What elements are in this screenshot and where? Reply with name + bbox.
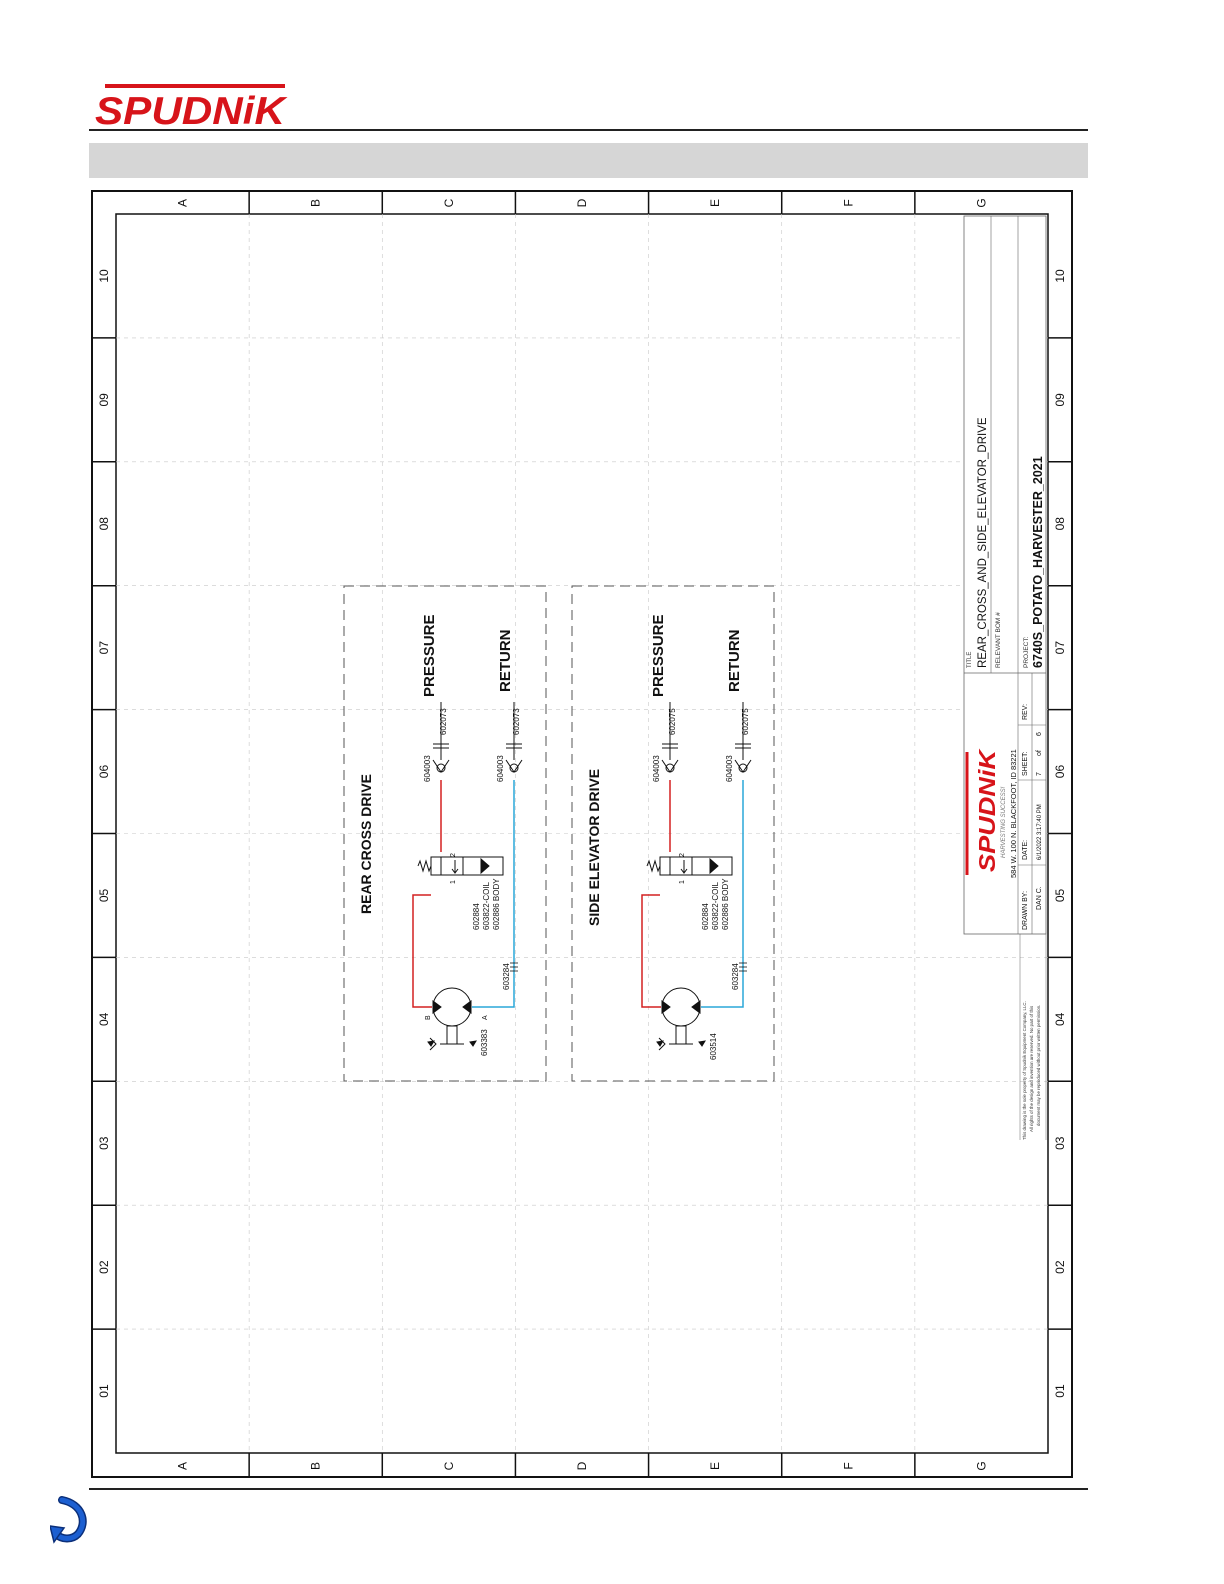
disclaimer-line-1: This drawing is the sole property of Spudnik Equipment Company, LLC.: [1022, 1001, 1027, 1140]
valve-part-line-1: 602884: [472, 903, 481, 930]
zone-label-col-right: 02: [1053, 1260, 1067, 1274]
date-caption: DATE:: [1022, 839, 1029, 860]
sheet-caption: SHEET:: [1022, 751, 1029, 776]
zone-labels: [97, 198, 1067, 1470]
circuit-side-elevator-drive: [586, 614, 751, 1060]
motor-port-b: B: [425, 1015, 432, 1020]
zone-label-col-right: 01: [1053, 1384, 1067, 1398]
zone-label-col-left: 01: [97, 1384, 111, 1398]
logo-text: SPUDNiK: [95, 90, 289, 128]
disclaimer-line-2: All rights of the design and invention are reserved. No part of this: [1029, 1005, 1034, 1132]
zone-label-row-top: D: [575, 198, 589, 208]
company-tagline: HARVESTING SUCCESS!: [1001, 786, 1007, 858]
project-name: 6740S_POTATO_HARVESTER_2021: [1031, 456, 1045, 668]
zone-label-col-right: 03: [1053, 1136, 1067, 1150]
back-arrow-icon[interactable]: [50, 1490, 90, 1545]
pressure-label: PRESSURE: [650, 614, 667, 697]
company-address: 584 W. 100 N. BLACKFOOT, ID 83221: [1009, 749, 1018, 878]
pressure-label: PRESSURE: [421, 614, 438, 697]
zone-label-row-bottom: C: [441, 1461, 456, 1471]
zone-label-row-bottom: F: [841, 1462, 856, 1470]
zone-label-col-left: 08: [97, 517, 111, 531]
pressure-fitting-label: 602075: [668, 708, 677, 735]
drawn-by: DAN C.: [1036, 886, 1043, 910]
zone-label-col-left: 03: [97, 1136, 111, 1150]
zone-label-row-bottom: A: [175, 1461, 190, 1471]
motor-part-label: 603514: [709, 1033, 718, 1060]
return-fitting-label: 602073: [512, 708, 521, 735]
circuit-title: REAR CROSS DRIVE: [358, 773, 374, 914]
zone-label-row-bottom: B: [308, 1461, 323, 1471]
solenoid-valve-symbol: [647, 857, 732, 875]
footer-rule: [89, 1488, 1088, 1490]
zone-label-col-left: 06: [97, 764, 111, 779]
zone-label-col-right: 07: [1053, 640, 1067, 655]
sheet-of: of: [1036, 750, 1043, 756]
zone-label-col-right: 05: [1053, 888, 1067, 903]
valve-port-1: 1: [679, 880, 686, 884]
zone-label-row-top: C: [441, 198, 456, 208]
solenoid-valve-symbol: [418, 857, 503, 875]
zone-label-col-right: 08: [1053, 517, 1067, 531]
zone-label-row-top: F: [841, 199, 856, 207]
hydraulic-motor-symbol: [657, 988, 705, 1050]
sheet-total: 6: [1036, 732, 1043, 736]
disclaimer-line-3: document may be reproduced without prior written permission.: [1036, 1004, 1041, 1126]
zone-label-row-top: E: [708, 198, 723, 208]
zone-label-row-bottom: E: [708, 1461, 723, 1471]
zone-label-row-top: B: [308, 198, 323, 208]
valve-part-line-2: 603822-COIL: [482, 881, 491, 930]
date-value: 6/1/2022 3:17:40 PM: [1037, 804, 1043, 860]
title-block: [964, 216, 1046, 1140]
hydraulic-motor-symbol: [428, 988, 476, 1050]
pressure-coupler-label: 604003: [423, 755, 432, 782]
pressure-coupler-label: 604003: [652, 755, 661, 782]
zone-label-col-right: 09: [1053, 393, 1067, 407]
filter-part-label: 603284: [731, 963, 740, 990]
bom-caption: RELEVANT BOM #: [995, 612, 1002, 668]
title-caption: TITLE: [967, 651, 973, 668]
company-logo: SPUDNiK: [974, 768, 1000, 872]
valve-port-2: 2: [679, 853, 686, 857]
return-label: RETURN: [726, 629, 743, 692]
zone-label-col-right: 10: [1053, 269, 1067, 283]
zone-label-row-bottom: D: [575, 1461, 589, 1471]
valve-part-line-2: 603822-COIL: [711, 881, 720, 930]
zone-label-row-bottom: G: [974, 1461, 989, 1471]
valve-port-1: 1: [450, 880, 457, 884]
valve-port-2: 2: [450, 853, 457, 857]
motor-port-a: A: [482, 1015, 489, 1020]
valve-part-line-3: 602886 BODY: [721, 878, 730, 930]
pressure-line-to-motor: [413, 895, 432, 1007]
rev-caption: REV:: [1022, 703, 1029, 720]
drawing-title: REAR_CROSS_AND_SIDE_ELEVATOR_DRIVE: [977, 417, 989, 668]
project-caption: PROJECT:: [1023, 636, 1030, 668]
zone-lines: [92, 191, 1072, 1477]
grid-lines: [116, 214, 1048, 1453]
filter-part-label: 603284: [502, 963, 511, 990]
sheet-value: 7: [1036, 772, 1043, 776]
valve-part-line-3: 602886 BODY: [492, 878, 501, 930]
frame-outer: [92, 191, 1072, 1477]
pressure-line-to-motor: [642, 895, 661, 1007]
circuit-rear-cross-drive: [358, 614, 522, 1056]
zone-label-col-left: 10: [97, 269, 111, 283]
zone-label-col-right: 06: [1053, 764, 1067, 779]
pressure-fitting-label: 602073: [439, 708, 448, 735]
zone-label-col-left: 07: [97, 640, 111, 655]
zone-label-col-left: 02: [97, 1260, 111, 1274]
return-coupler-label: 604003: [496, 755, 505, 782]
zone-label-col-left: 05: [97, 888, 111, 903]
zone-label-col-right: 04: [1053, 1012, 1067, 1027]
valve-part-line-1: 602884: [701, 903, 710, 930]
motor-part-label: 603383: [480, 1029, 489, 1056]
return-fitting-label: 602075: [741, 708, 750, 735]
drawn-by-caption: DRAWN BY:: [1022, 890, 1029, 930]
circuit-title: SIDE ELEVATOR DRIVE: [586, 768, 602, 926]
zone-label-col-left: 09: [97, 393, 111, 407]
return-coupler-label: 604003: [725, 755, 734, 782]
zone-label-row-top: G: [974, 198, 989, 208]
return-label: RETURN: [497, 629, 514, 692]
zone-label-col-left: 04: [97, 1012, 111, 1027]
zone-label-row-top: A: [175, 198, 190, 208]
